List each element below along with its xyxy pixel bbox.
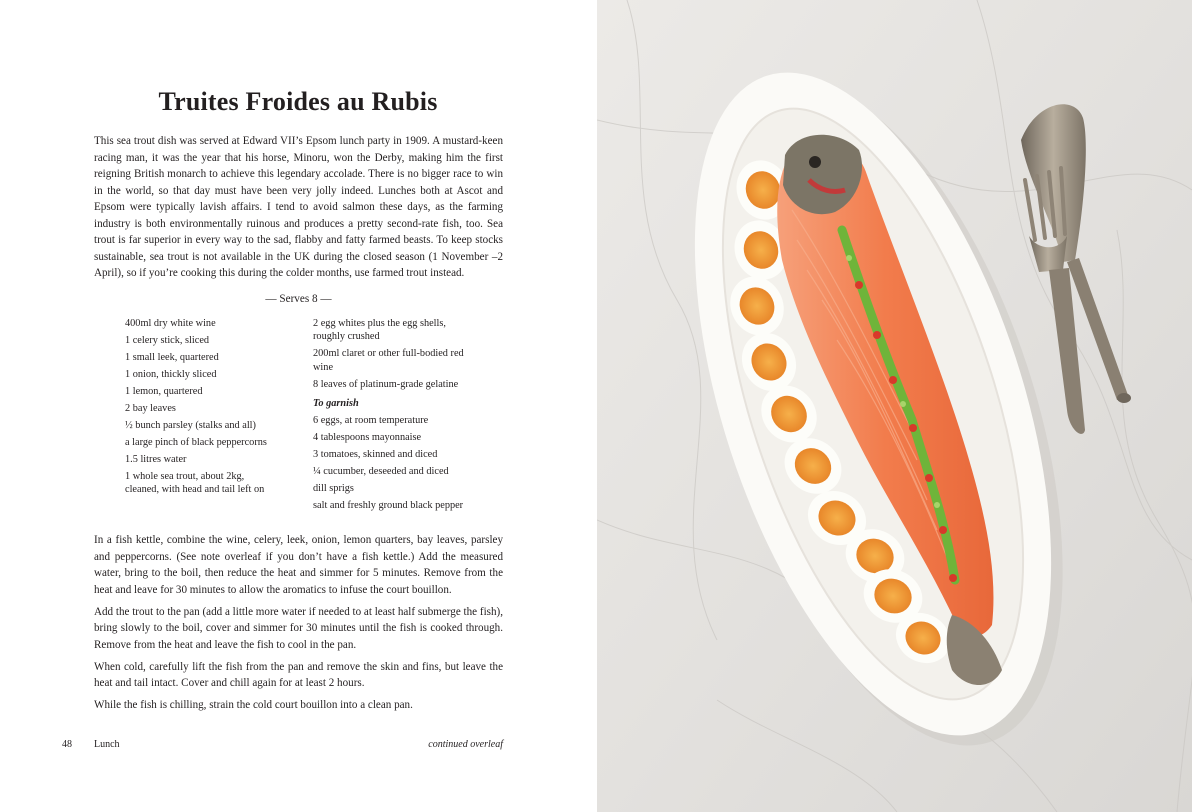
garnish-item: 3 tomatoes, skinned and diced — [313, 449, 438, 461]
ingredient-item: 1 onion, thickly sliced — [125, 369, 217, 380]
ingredient-item: ½ bunch parsley (stalks and all) — [125, 420, 256, 431]
ingredients-left-column — [125, 317, 295, 500]
recipe-title: Truites Froides au Rubis — [158, 87, 438, 116]
method-paragraph: In a fish kettle, combine the wine, celery, leek, onion, lemon quarters, bay leaves, parsley and peppercorns. (See note overleaf if you don’t have a fish kettle.) Add the measured water, bring to the boil, then reduce the heat and simmer for 5 minutes. Remove from the heat and leave for 30 minutes to allow the aromatics to infuse the court bouillon. — [94, 534, 503, 596]
ingredient-item: 2 egg whites plus the egg shells, roughly crushed — [313, 318, 446, 343]
trout-platter-photo — [597, 0, 1192, 812]
ingredient-item: 1 small leek, quartered — [125, 352, 219, 363]
ingredient-item: 400ml dry white wine — [125, 318, 216, 329]
garnish-item: dill sprigs — [313, 483, 354, 495]
ingredient-item: 1 celery stick, sliced — [125, 335, 210, 346]
page-number: 48 — [62, 739, 72, 750]
recipe-intro: This sea trout dish was served at Edward VII’s Epsom lunch party in 1909. A mustard-keen racing man, it was the year that his horse, Minoru, won the Derby, making him the first reigning British monarch to achieve this legendary accolade. There is no bigger race to win in the world, so that day must have been very jolly indeed. Lunches both at Ascot and Epsom were typically lavish affairs. I tend to avoid salmon these days, as the farming industry is both environmentally ruinous and produces a pretty second-rate fish, too. Sea trout is far superior in every way to the sad, flabby and fatty farmed beasts. To keep stocks sustainable, sea trout is not available in the UK during the closed season (1 November –2 April), so if you’re cooking this during the colder months, use farmed trout instead. — [94, 135, 503, 280]
ingredient-item: 8 leaves of platinum-grade gelatine — [313, 378, 459, 390]
garnish-item: ¼ cucumber, deseeded and diced — [313, 466, 449, 478]
recipe-photo — [597, 0, 1192, 812]
ingredient-item: 1.5 litres water — [125, 454, 187, 465]
garnish-item: 4 tablespoons mayonnaise — [313, 432, 422, 444]
ingredient-item: a large pinch of black peppercorns — [125, 437, 267, 448]
ingredient-item: 1 lemon, quartered — [125, 386, 203, 397]
garnish-item: 6 eggs, at room temperature — [313, 415, 429, 427]
running-section: Lunch — [94, 739, 120, 750]
garnish-heading: To garnish — [313, 398, 359, 410]
method-paragraph: When cold, carefully lift the fish from the pan and remove the skin and fins, but leave the heat and tail intact. Cover and chill again for at least 2 hours. — [94, 660, 503, 689]
serves-line: — Serves 8 — — [265, 293, 332, 305]
continued-overleaf: continued overleaf — [428, 739, 503, 750]
method-section — [94, 532, 503, 719]
ingredient-item: 200ml claret or other full-bodied red wine — [313, 348, 464, 373]
ingredients-right-column — [313, 317, 503, 516]
garnish-item: salt and freshly ground black pepper — [313, 500, 464, 512]
ingredient-item: 2 bay leaves — [125, 403, 176, 414]
ingredient-item: 1 whole sea trout, about 2kg, cleaned, with head and tail left on — [125, 471, 265, 496]
method-paragraph: Add the trout to the pan (add a little more water if needed to at least half submerge the fish), bring slowly to the boil, cover and simmer for 30 minutes until the fish is cooked through. Remove from the heat and leave the fish to cool in the pan. — [94, 605, 503, 651]
method-paragraph: While the fish is chilling, strain the cold court bouillon into a clean pan. — [94, 699, 413, 711]
